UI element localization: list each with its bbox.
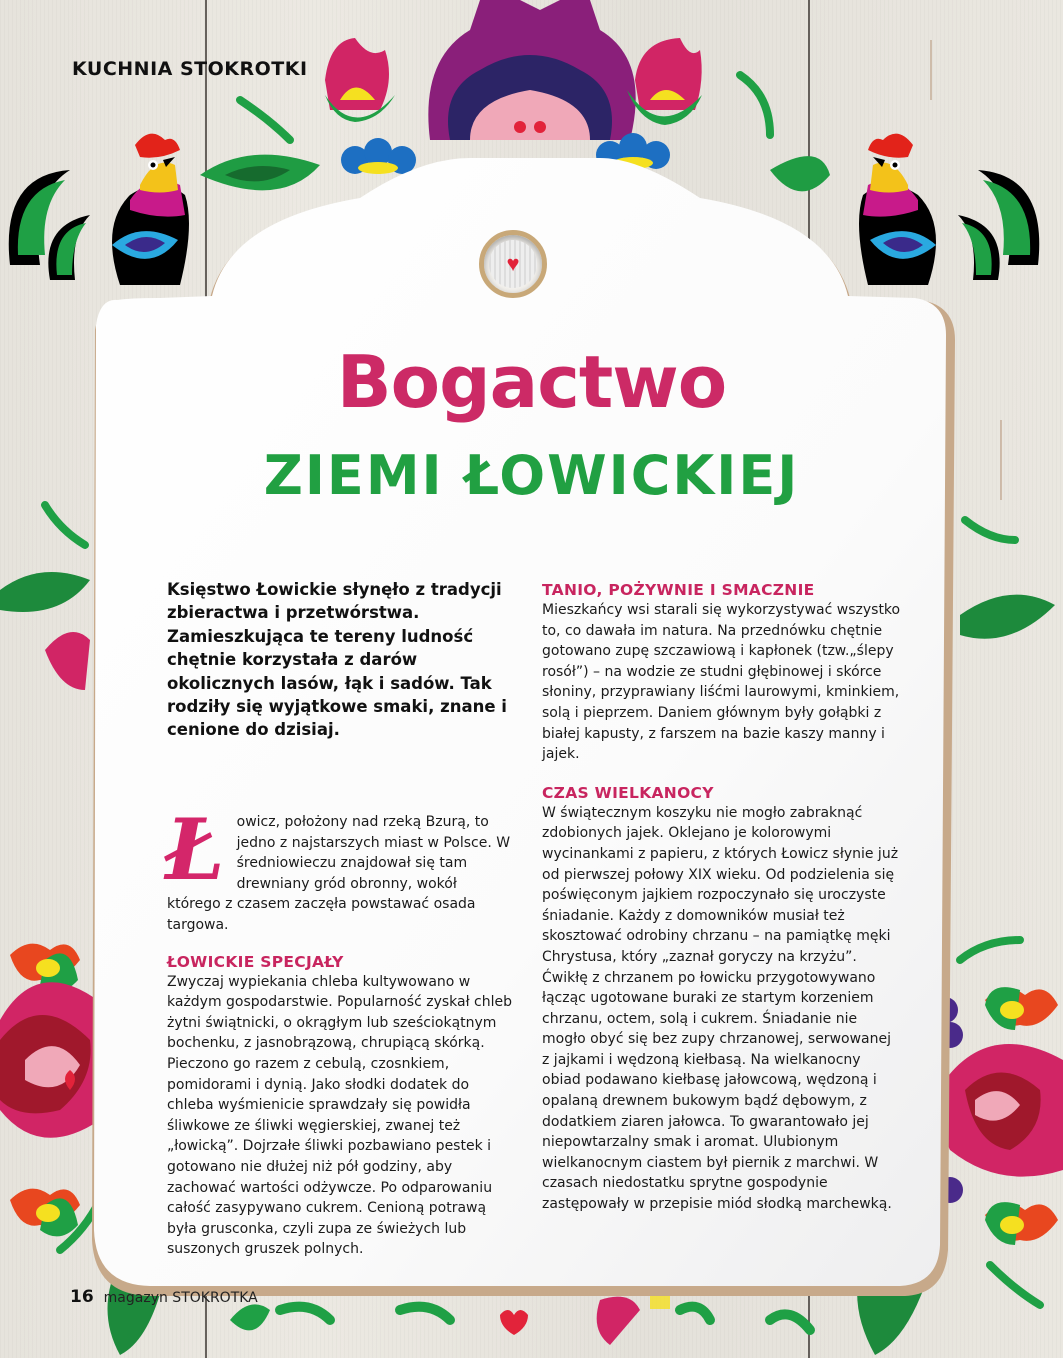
section-heading: ŁOWICKIE SPECJAŁY [167, 952, 344, 971]
page-footer [70, 1287, 258, 1307]
article-title: Bogactwo [336, 340, 727, 424]
article-lead: Księstwo Łowickie słynęło z tradycji zbieractwa i przetwórstwa. Zamieszkująca te tereny ludność chętnie korzystała z darów okolicznych lasów, łąk i sadów. Tak rodziły się wyjątkowe smaki, znane i cenione do dzisiaj. [167, 580, 507, 740]
section-body: W świątecznym koszyku nie mogło zabraknąć zdobionych jajek. Oklejano je kolorowymi wycinankami z papieru, z których Łowicz słynie już od pierwszej połowy XIX wieku. Od podzielenia się poświęconym jajkiem rozpoczynało się uroczyste śniadanie. Każdy z domowników musiał też skosztować odrobiny chrzanu – na pamiątkę męki Chrystusa, który „zaznał goryczy na krzyżu”. Ćwikłę z chrzanem po łowicku przygotowywano łącząc ugotowane buraki ze startym korzeniem chrzanu, octem, solą i cukrem. Śniadanie nie mogło obyć się bez zupy chrzanowej, serwowanej z jajkami i wędzoną kiełbasą. Na wielkanocny obiad podawano kiełbasę jałowcową, wędzoną i opalaną drewnem bukowym bądź dębowym, z dodatkiem ziaren jałowca. To gwarantowało jej niepowtarzalny smak i aromat. Ulubionym wielkanocnym ciastem był piernik z marchwi. W czasach niedostatku sprytne gospodynie zastępowały w przepisie miód słodką marchewką. [542, 804, 899, 1213]
intro-paragraph [165, 800, 512, 936]
section-heading: CZAS WIELKANOCY [542, 783, 714, 802]
dropcap: Ł [165, 800, 225, 899]
heart-icon: ♥ [489, 240, 537, 288]
page-number: 16 [70, 1287, 94, 1307]
magazine-name: magazyn STOKROTKA [103, 1290, 258, 1306]
section-label: KUCHNIA STOKROTKI [72, 58, 308, 80]
section-body: Mieszkańcy wsi starali się wykorzystywać wszystko to, co dawała im natura. Na przednówku chętnie gotowano zupę szczawiową i kapłonek (tzw.„ślepy rosół”) – na wodzie ze studni głębinowej i skórce słoniny, przyprawiany liśćmi laurowymi, kminkiem, solą i pieprzem. Daniem głównym były gołąbki z białej kapusty, z farszem na bazie kaszy manny i jajek. [542, 602, 901, 763]
intro-text: owicz, położony nad rzeką Bzurą, to jedno z najstarszych miast w Polsce. W średniowieczu znajdował się tam drewniany gród obronny, wokół którego z czasem zaczęła powstawać osada targowa. [167, 814, 511, 933]
article-subtitle: ZIEMI ŁOWICKIEJ [263, 444, 800, 507]
section-heading: TANIO, POŻYWNIE I SMACZNIE [542, 581, 815, 599]
section-body: Zwyczaj wypiekania chleba kultywowano w każdym gospodarstwie. Popularność zyskał chleb żytni świątnicki, o okrągłym lub sześciokątnym bochenku, z jasnobrązową, chrupiącą skórką. Pieczono go razem z cebulą, czosnkiem, pomidorami i dynią. Jako słodki dodatek do chleba wyśmienicie sprawdzały się powidła śliwkowe ze śliwki węgierskiej, zwanej też „łowicką”. Dojrzałe śliwki pozbawiano pestek i gotowano nie dłużej niż pół godziny, aby zachować wartości odżywcze. Po odparowaniu całość zasypywano cukrem. Cenioną potrawą była grusconka, czyli zupa ze świeżych lub suszonych gruszek polnych. [167, 973, 512, 1258]
column-left [165, 800, 512, 1260]
column-right [542, 580, 902, 1215]
